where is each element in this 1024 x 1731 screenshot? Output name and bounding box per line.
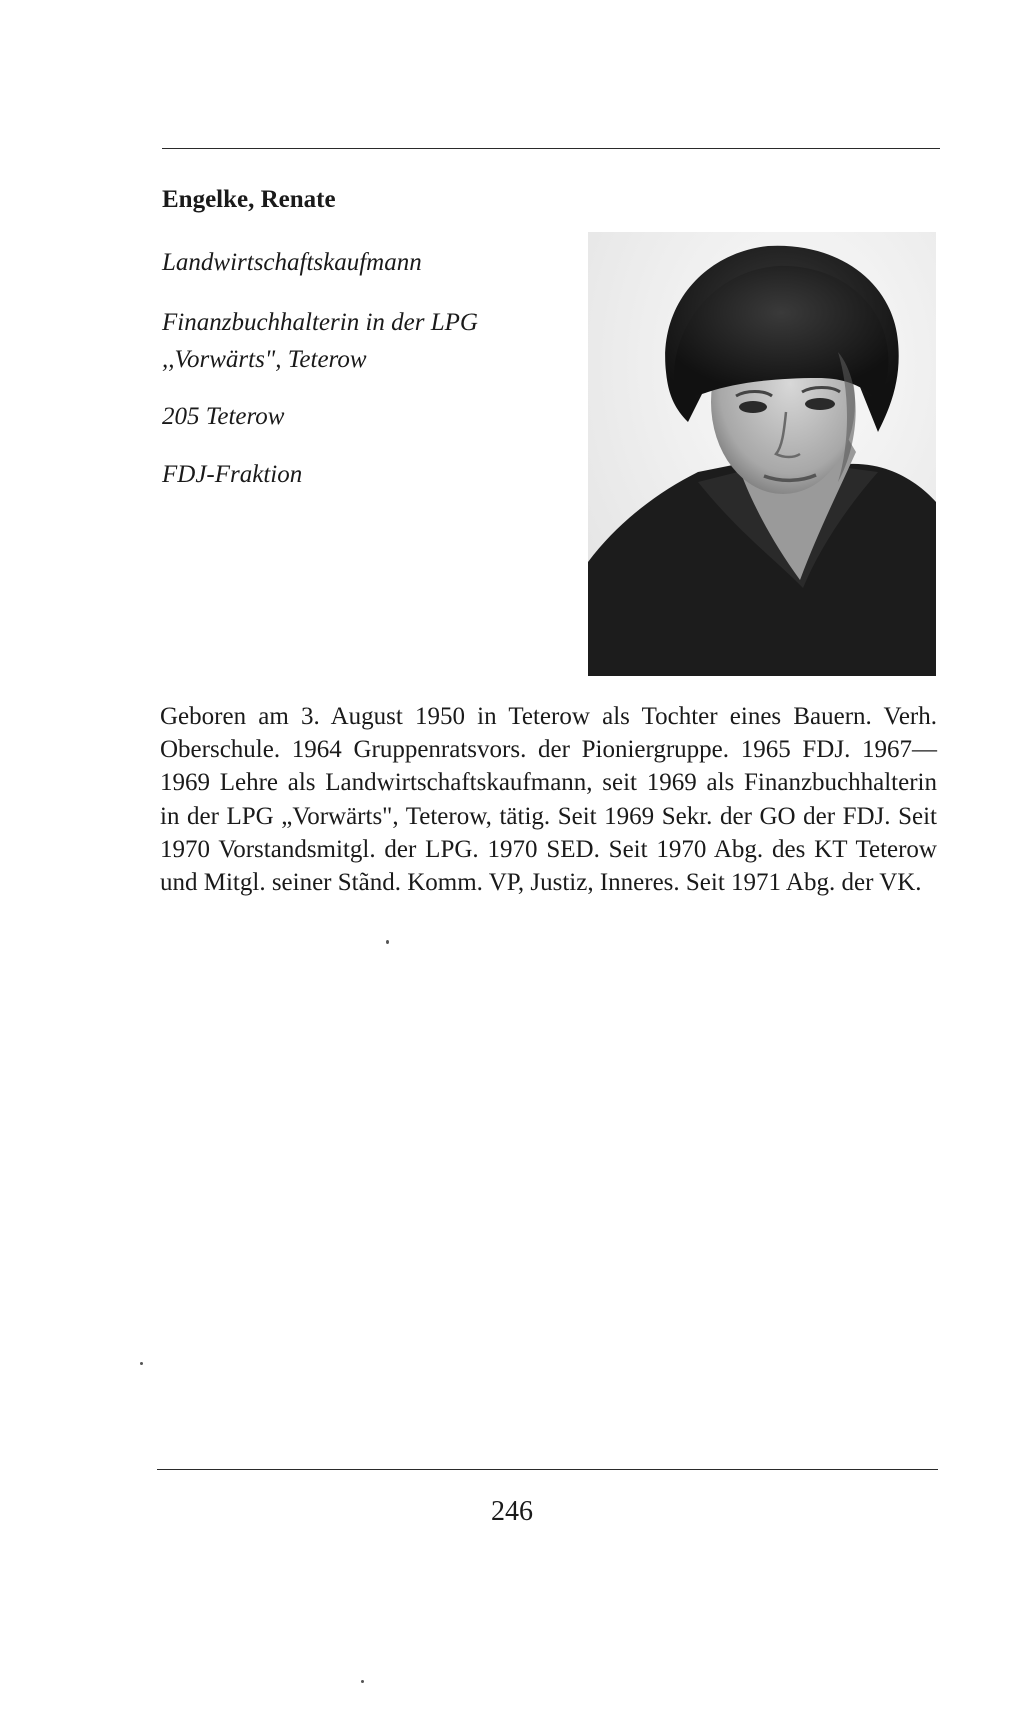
address: 205 Teterow <box>162 403 285 430</box>
page-number: 246 <box>491 1496 533 1527</box>
profession: Landwirtschaftskaufmann <box>162 249 422 276</box>
person-name: Engelke, Renate <box>162 186 336 213</box>
position-line-1: Finanzbuchhalterin in der LPG <box>162 309 478 336</box>
print-speck <box>386 940 389 944</box>
top-rule <box>162 148 940 149</box>
print-speck <box>140 1362 143 1365</box>
portrait-photo <box>588 232 936 676</box>
print-speck <box>361 1680 364 1683</box>
position <box>162 304 478 378</box>
bottom-rule <box>157 1469 938 1470</box>
position-line-2: ,,Vorwärts", Teterow <box>162 346 367 373</box>
biography-text: Geboren am 3. August 1950 in Teterow als Tochter eines Bauern. Verh. Oberschule. 1964 Gruppenratsvors. der Pioniergruppe. 1965 FDJ. 1967—1969 Lehre als Landwirtschaftskaufmann, seit 1969 als Finanzbuchhalterin in der LPG „Vorwärts", Teterow, tätig. Seit 1969 Sekr. der GO der FDJ. Seit 1970 Vorstandsmitgl. der LPG. 1970 SED. Seit 1970 Abg. des KT Teterow und Mitgl. seiner Stãnd. Komm. VP, Justiz, Inneres. Seit 1971 Abg. der VK. <box>160 703 937 897</box>
biography <box>160 700 937 899</box>
faction: FDJ-Fraktion <box>162 461 303 488</box>
